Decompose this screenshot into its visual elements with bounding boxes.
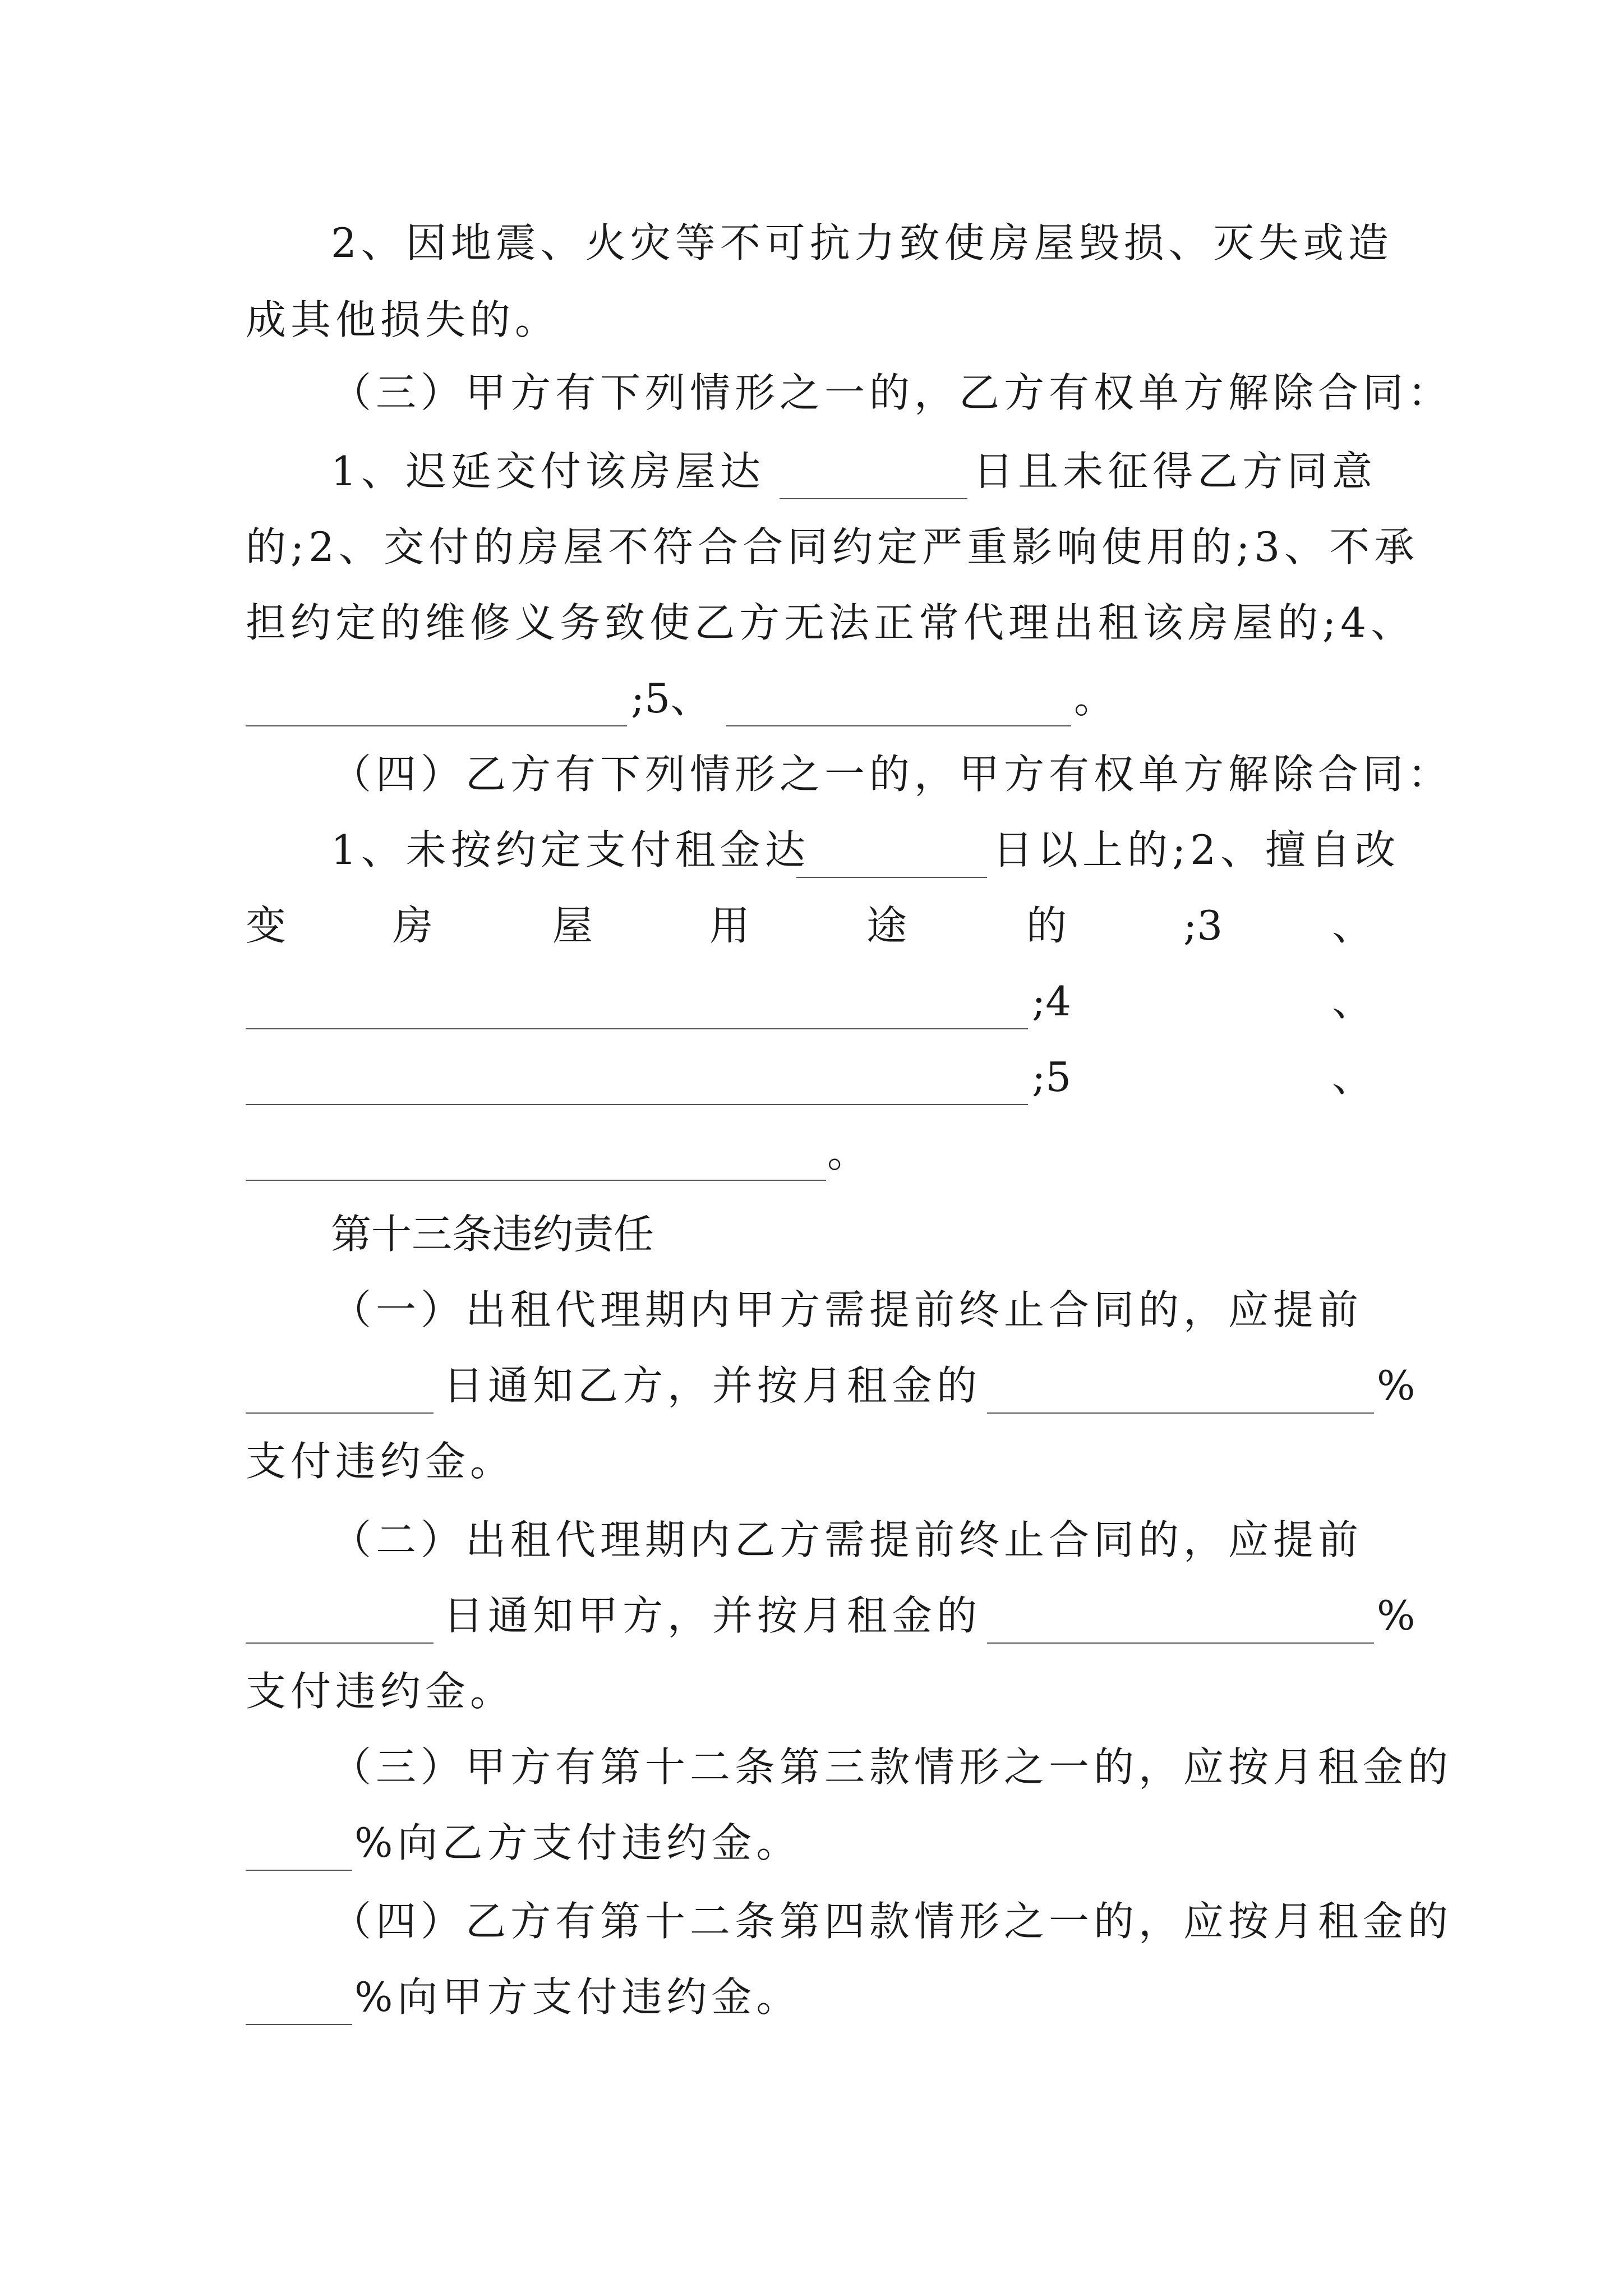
text: 用 — [709, 902, 750, 949]
text: ;5、 — [631, 675, 711, 722]
paragraph-line — [0, 1663, 1623, 1719]
text: 日以上的;2、擅自改 — [993, 826, 1400, 873]
text: 1、迟延交付该房屋达 — [331, 448, 765, 495]
text: 途 — [866, 902, 907, 949]
paragraph-line — [0, 1512, 1623, 1568]
text: 日通知乙方，并按月租金的 — [443, 1362, 982, 1409]
fill-blank[interactable] — [246, 1815, 352, 1871]
paragraph-line — [0, 1893, 1623, 1949]
text: 2、因地震、火灾等不可抗力致使房屋毁损、灭失或造 — [331, 219, 1393, 266]
fill-blank[interactable] — [246, 1049, 1028, 1105]
text: 、 — [1332, 1053, 1373, 1101]
text: 的 — [1026, 902, 1067, 949]
text: ;4 — [1032, 978, 1072, 1025]
paragraph-line — [0, 1588, 1623, 1644]
paragraph-line — [0, 670, 1623, 726]
text: 担约定的维修义务致使乙方无法正常代理出租该房屋的;4、 — [246, 599, 1416, 646]
text: （四）乙方有下列情形之一的，甲方有权单方解除合同： — [331, 751, 1453, 798]
paragraph-line — [0, 365, 1623, 421]
paragraph-line — [0, 1739, 1623, 1795]
fill-blank[interactable] — [246, 1969, 352, 2025]
paragraph-line — [0, 1815, 1623, 1871]
text: 的;2、交付的房屋不符合合同约定严重影响使用的;3、不承 — [246, 523, 1419, 570]
text: 日通知甲方，并按月租金的 — [443, 1592, 982, 1639]
text: 、 — [1332, 978, 1373, 1025]
text: （三）甲方有第十二条第三款情形之一的，应按月租金的 — [331, 1743, 1453, 1791]
text: （三）甲方有下列情形之一的，乙方有权单方解除合同： — [331, 369, 1453, 416]
text: 、 — [1332, 902, 1373, 949]
paragraph-line — [0, 1433, 1623, 1489]
paragraph-line — [0, 1125, 1623, 1181]
text: 屋 — [552, 902, 593, 949]
text: 第十三条违约责任 — [331, 1211, 654, 1258]
fill-blank[interactable] — [987, 1588, 1374, 1644]
text: 成其他损失的。 — [246, 296, 560, 343]
paragraph-line — [0, 1049, 1623, 1105]
text: 日且未征得乙方同意 — [973, 448, 1377, 495]
text: % — [1377, 1362, 1420, 1409]
paragraph-line — [0, 746, 1623, 802]
paragraph-line — [0, 595, 1623, 651]
fill-blank[interactable] — [246, 1358, 434, 1414]
paragraph-line — [0, 1282, 1623, 1338]
text: （四）乙方有第十二条第四款情形之一的，应按月租金的 — [331, 1898, 1453, 1945]
paragraph-line — [0, 973, 1623, 1029]
text: 变 — [246, 902, 287, 949]
fill-blank[interactable] — [987, 1358, 1374, 1414]
text: 支付违约金。 — [246, 1668, 515, 1715]
text: %向甲方支付违约金。 — [354, 1973, 801, 2021]
text: （二）出租代理期内乙方需提前终止合同的，应提前 — [331, 1516, 1363, 1563]
text: ;3 — [1183, 902, 1223, 949]
fill-blank[interactable] — [726, 670, 1071, 726]
fill-blank[interactable] — [796, 822, 987, 878]
text: 支付违约金。 — [246, 1438, 515, 1485]
paragraph-line — [0, 292, 1623, 348]
fill-blank[interactable] — [246, 973, 1028, 1029]
paragraph-line — [0, 1358, 1623, 1414]
fill-blank[interactable] — [246, 670, 627, 726]
fill-blank[interactable] — [246, 1125, 826, 1181]
section-heading — [0, 1206, 1623, 1262]
text: 。 — [827, 1129, 868, 1176]
paragraph-line — [0, 822, 1623, 878]
text: （一）出租代理期内甲方需提前终止合同的，应提前 — [331, 1286, 1363, 1333]
text: 房 — [393, 902, 434, 949]
paragraph-line — [0, 215, 1623, 271]
text: % — [1377, 1592, 1420, 1639]
paragraph-line — [0, 1969, 1623, 2025]
paragraph-line — [0, 519, 1623, 575]
text: %向乙方支付违约金。 — [354, 1819, 801, 1866]
fill-blank[interactable] — [780, 443, 967, 499]
text: 1、未按约定支付租金达 — [331, 826, 810, 873]
fill-blank[interactable] — [246, 1588, 434, 1644]
text: 。 — [1074, 675, 1115, 722]
paragraph-line — [0, 443, 1623, 499]
text: ;5 — [1032, 1053, 1072, 1101]
paragraph-line — [0, 898, 1623, 954]
